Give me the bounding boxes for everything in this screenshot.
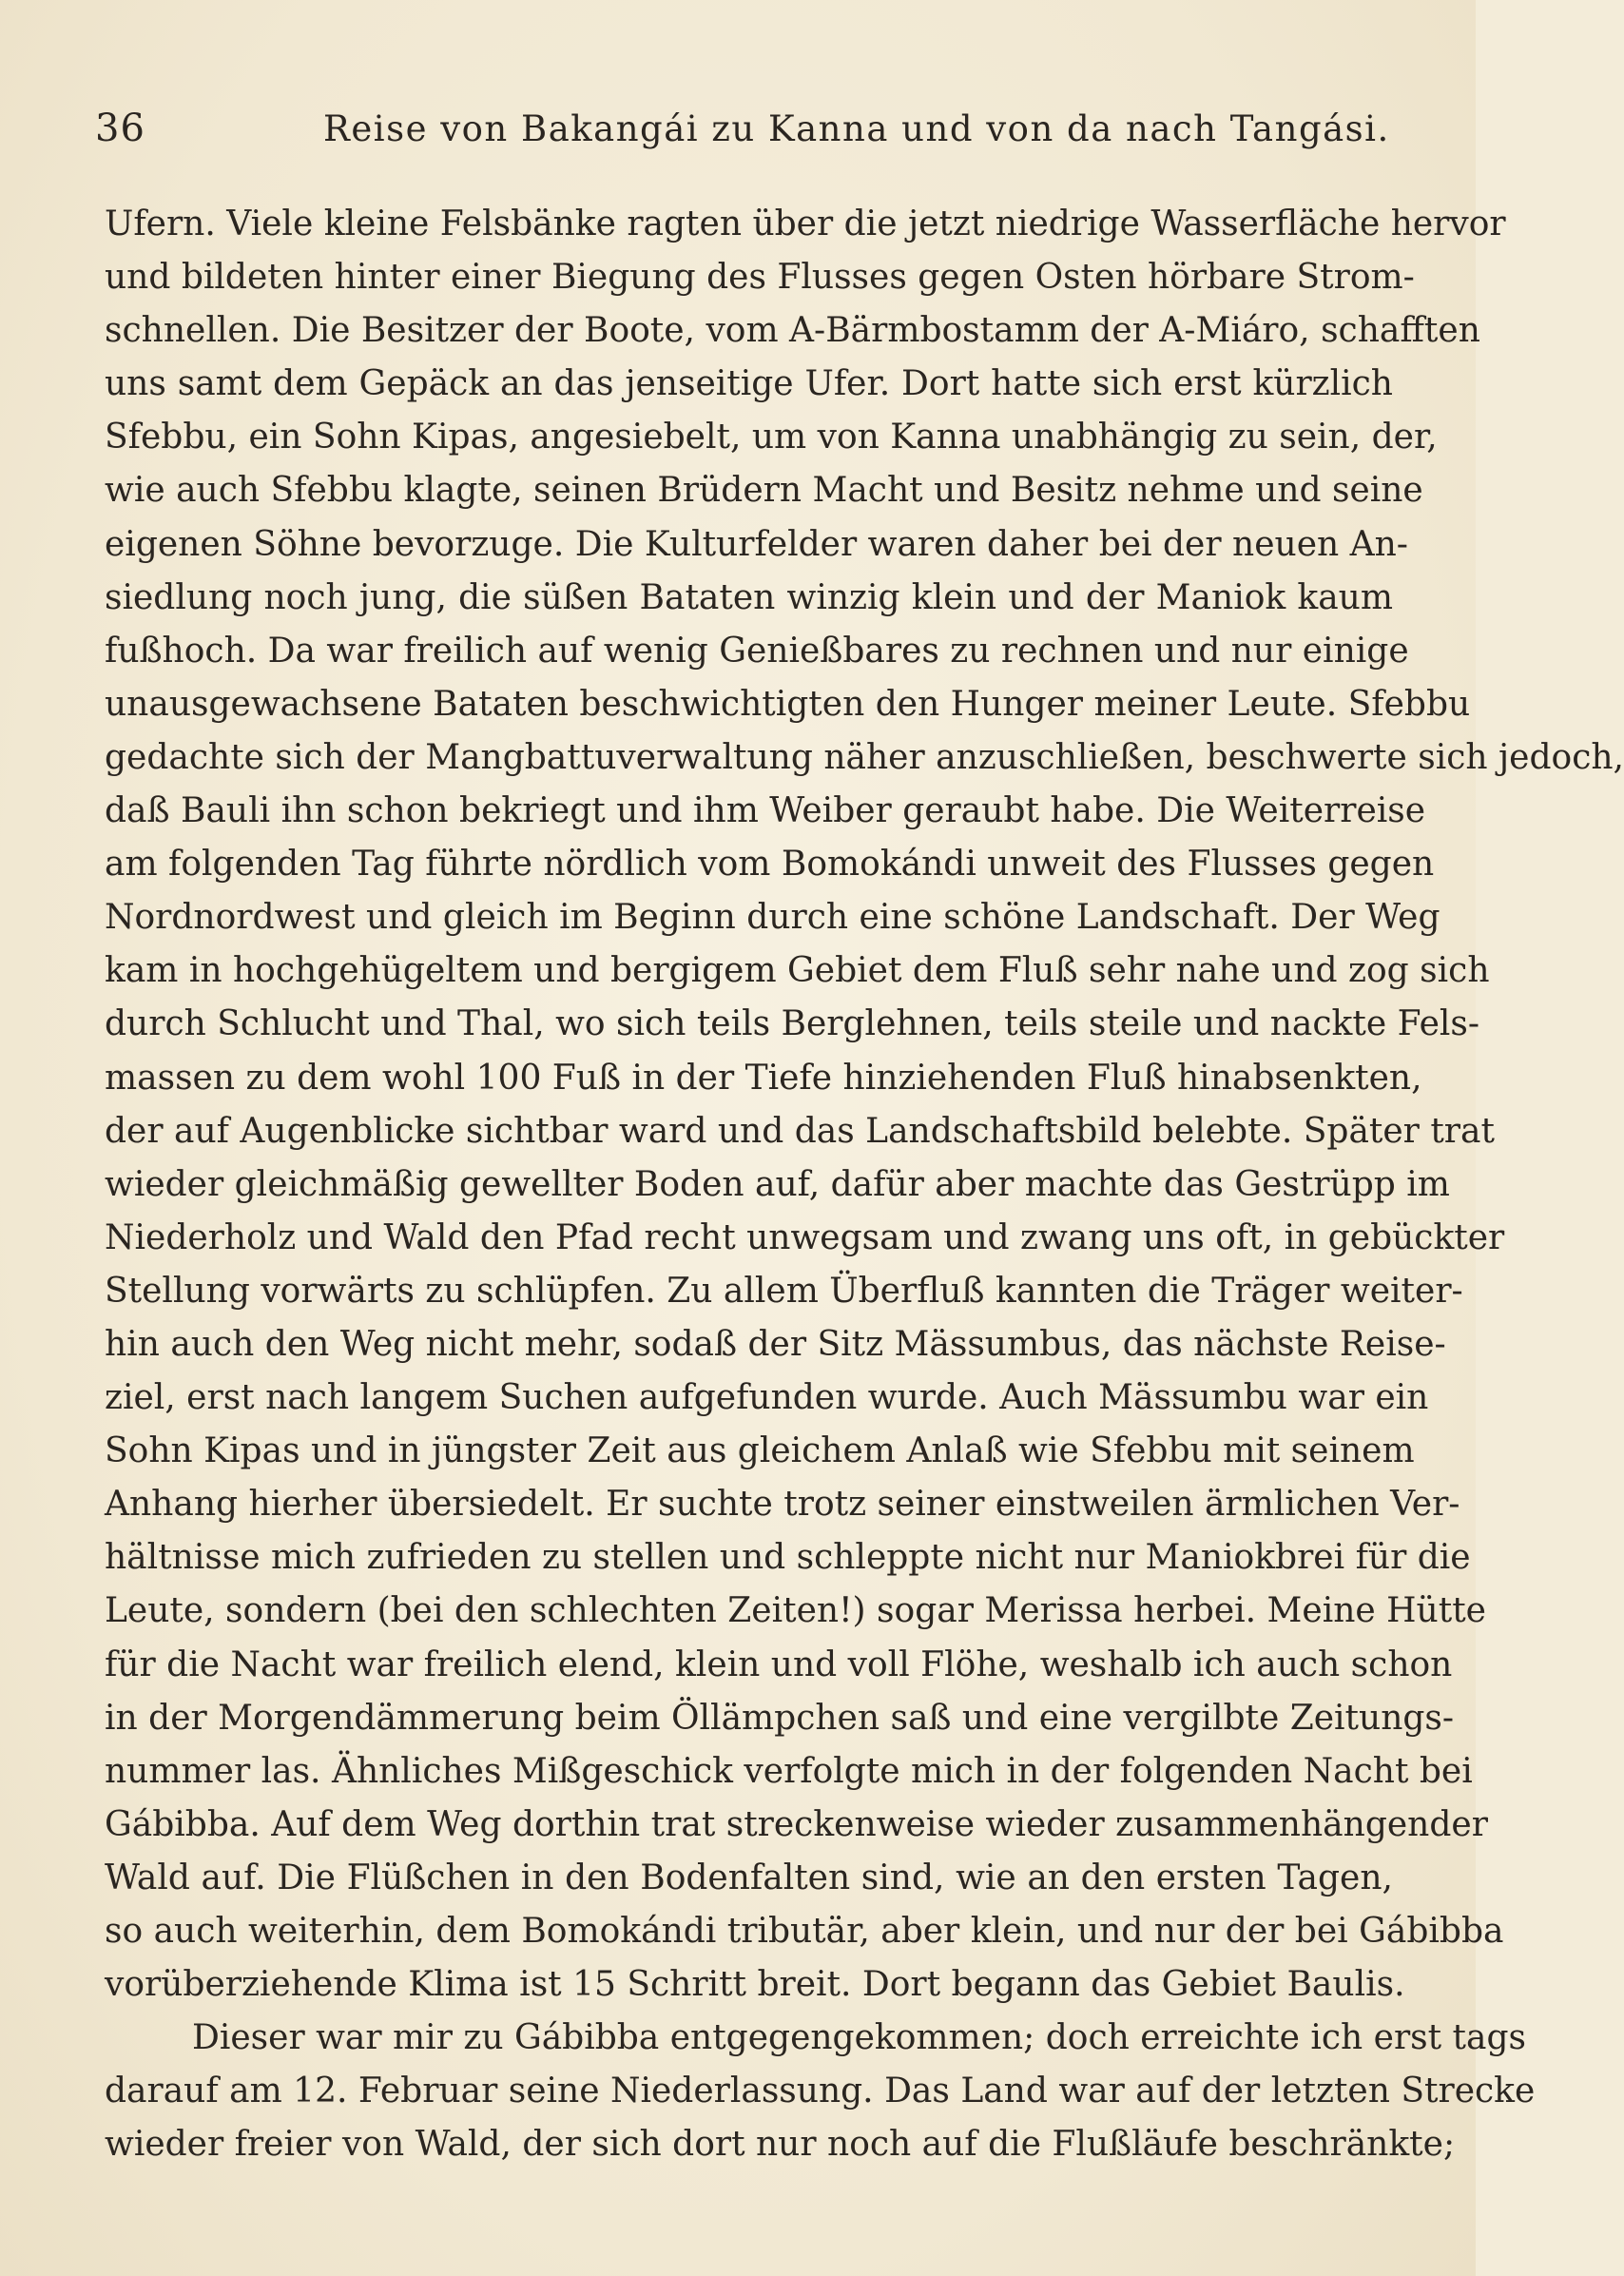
text-line: für die Nacht war freilich elend, klein und voll Flöhe, weshalb ich auch schon — [105, 1644, 1453, 1684]
text-line: Anhang hierher übersiedelt. Er suchte trotz seiner einstweilen ärmlichen Ver- — [105, 1485, 1460, 1525]
text-line: siedlung noch jung, die süßen Bataten winzig klein und der Maniok kaum — [105, 577, 1393, 617]
text-line: wieder freier von Wald, der sich dort nur noch auf die Flußläufe beschränkte; — [105, 2125, 1456, 2165]
text-line: hältnisse mich zufrieden zu stellen und schleppte nicht nur Maniokbrei für die — [105, 1538, 1471, 1578]
running-header — [95, 107, 1398, 164]
text-line: Gábibba. Auf dem Weg dorthin trat streckenweise wieder zusammenhängender — [105, 1804, 1488, 1844]
body-text — [105, 198, 1624, 2171]
text-line: Leute, sondern (bei den schlechten Zeiten!) sogar Merissa herbei. Meine Hütte — [105, 1591, 1486, 1631]
text-line: nummer las. Ähnliches Mißgeschick verfolgte mich in der folgenden Nacht bei — [105, 1751, 1473, 1791]
text-line: Niederholz und Wald den Pfad recht unwegsam und zwang uns oft, in gebückter — [105, 1217, 1505, 1257]
text-line: wie auch Sfebbu klagte, seinen Brüdern Macht und Besitz nehme und seine — [105, 471, 1423, 511]
text-line: in der Morgendämmerung beim Öllämpchen saß und eine vergilbte Zeitungs- — [105, 1698, 1455, 1738]
text-line: Nordnordwest und gleich im Beginn durch eine schöne Landschaft. Der Weg — [105, 898, 1440, 938]
text-line: daß Bauli ihn schon bekriegt und ihm Weiber geraubt habe. Die Weiterreise — [105, 791, 1426, 831]
text-line: Wald auf. Die Flüßchen in den Bodenfalten sind, wie an den ersten Tagen, — [105, 1858, 1393, 1897]
running-title: Reise von Bakangái zu Kanna und von da nach Tangási. — [323, 108, 1390, 149]
text-line: hin auch den Weg nicht mehr, sodaß der Sitz Mässumbus, das nächste Reise- — [105, 1324, 1446, 1364]
text-line: uns samt dem Gepäck an das jenseitige Ufer. Dort hatte sich erst kürzlich — [105, 364, 1393, 404]
text-line: durch Schlucht und Thal, wo sich teils Berglehnen, teils steile und nackte Fels- — [105, 1004, 1480, 1044]
text-line: Dieser war mir zu Gábibba entgegengekommen; doch erreichte ich erst tags — [192, 2018, 1526, 2058]
text-line: massen zu dem wohl 100 Fuß in der Tiefe hinziehenden Fluß hinabsenkten, — [105, 1058, 1422, 1098]
text-line: und bildeten hinter einer Biegung des Flusses gegen Osten hörbare Strom- — [105, 258, 1415, 298]
text-line: darauf am 12. Februar seine Niederlassung. Das Land war auf der letzten Strecke — [105, 2072, 1536, 2111]
text-line: kam in hochgehügeltem und bergigem Gebiet dem Fluß sehr nahe und zog sich — [105, 951, 1490, 991]
text-line: vorüberziehende Klima ist 15 Schritt breit. Dort begann das Gebiet Baulis. — [105, 1965, 1405, 2005]
text-line: ziel, erst nach langem Suchen aufgefunden wurde. Auch Mässumbu war ein — [105, 1378, 1429, 1418]
text-line: unausgewachsene Bataten beschwichtigten den Hunger meiner Leute. Sfebbu — [105, 684, 1471, 724]
text-line: fußhoch. Da war freilich auf wenig Genießbares zu rechnen und nur einige — [105, 631, 1409, 671]
text-line: wieder gleichmäßig gewellter Boden auf, dafür aber machte das Gestrüpp im — [105, 1164, 1450, 1204]
text-line: Ufern. Viele kleine Felsbänke ragten über die jetzt niedrige Wasserfläche hervor — [105, 204, 1506, 243]
page-number: 36 — [95, 107, 145, 150]
text-line: so auch weiterhin, dem Bomokándi tributär, aber klein, und nur der bei Gábibba — [105, 1912, 1504, 1951]
text-line: der auf Augenblicke sichtbar ward und das Landschaftsbild belebte. Später trat — [105, 1111, 1495, 1151]
text-line: schnellen. Die Besitzer der Boote, vom A-Bärmbostamm der A-Miáro, schafften — [105, 311, 1480, 351]
text-line: am folgenden Tag führte nördlich vom Bomokándi unweit des Flusses gegen — [105, 845, 1435, 885]
text-line: Sohn Kipas und in jüngster Zeit aus gleichem Anlaß wie Sfebbu mit seinem — [105, 1431, 1415, 1471]
text-line: eigenen Söhne bevorzuge. Die Kulturfelder waren daher bei der neuen An- — [105, 524, 1408, 564]
text-line: Stellung vorwärts zu schlüpfen. Zu allem Überfluß kannten die Träger weiter- — [105, 1271, 1463, 1311]
text-line: gedachte sich der Mangbattuverwaltung näher anzuschließen, beschwerte sich jedoch, — [105, 737, 1624, 777]
text-line: Sfebbu, ein Sohn Kipas, angesiebelt, um von Kanna unabhängig zu sein, der, — [105, 418, 1438, 457]
